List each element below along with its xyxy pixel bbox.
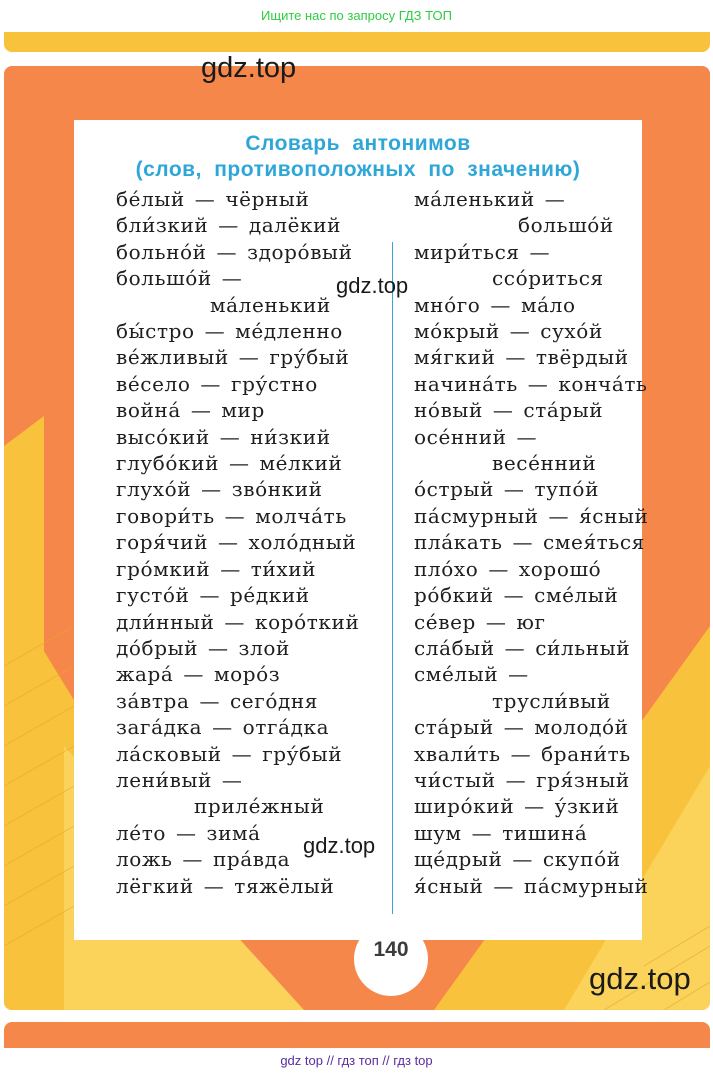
- column-divider: [392, 242, 393, 914]
- antonym-entry: но́вый — ста́рый: [414, 398, 604, 423]
- antonyms-right-column: [414, 186, 648, 899]
- antonym-entry: ложь — пра́вда: [116, 847, 291, 872]
- antonym-entry: о́стрый — тупо́й: [414, 477, 600, 502]
- watermark: gdz.top: [336, 273, 409, 298]
- antonym-entry: высо́кий — ни́зкий: [116, 424, 331, 449]
- antonym-entry: горя́чий — холо́дный: [116, 530, 357, 555]
- antonym-entry-continuation: ма́ленький: [210, 292, 331, 317]
- antonym-entry: ве́жливый — гру́бый: [116, 345, 350, 370]
- page-subtitle: (слов, противоположных по значению): [135, 158, 581, 181]
- antonym-entry: бе́лый — чёрный: [116, 187, 310, 211]
- textbook-page: [4, 66, 710, 1010]
- antonym-entry: ро́бкий — сме́лый: [414, 583, 619, 608]
- antonym-entry: густо́й — ре́дкий: [116, 583, 310, 608]
- antonym-entry: я́сный — па́смурный: [414, 873, 649, 898]
- bottom-decor-strip: [4, 1022, 710, 1048]
- watermark: gdz.top: [201, 52, 297, 84]
- antonym-entry: дли́нный — коро́ткий: [116, 609, 360, 634]
- antonym-entry: бли́зкий — далёкий: [116, 213, 341, 238]
- top-decor-strip: [4, 32, 710, 52]
- antonym-entry: пло́хо — хорошо́: [414, 556, 602, 581]
- antonym-entry-continuation: большо́й: [518, 213, 614, 238]
- antonym-entry: пла́кать — смея́ться: [414, 530, 645, 555]
- page-title: Словарь антонимов: [245, 132, 471, 155]
- antonym-entry: за́втра — сего́дня: [116, 688, 319, 713]
- antonym-entry: лёгкий — тяжёлый: [116, 873, 335, 898]
- antonym-entry: больно́й — здоро́вый: [116, 239, 353, 264]
- antonym-entry: сла́бый — си́льный: [414, 635, 631, 660]
- antonym-entry-continuation: приле́жный: [194, 794, 325, 819]
- antonym-entry: мири́ться —: [414, 239, 551, 264]
- antonym-entry-continuation: трусли́вый: [492, 688, 611, 713]
- page-number: 140: [354, 922, 428, 996]
- antonym-entry: бы́стро — ме́дленно: [116, 319, 343, 344]
- antonym-entry: широ́кий — у́зкий: [414, 794, 620, 819]
- top-banner[interactable]: Ищите нас по запросу ГДЗ ТОП: [261, 8, 452, 23]
- antonym-entry: чи́стый — гря́зный: [414, 767, 630, 792]
- antonym-entry-continuation: ссо́риться: [492, 266, 604, 291]
- antonym-entry: мно́го — ма́ло: [414, 292, 576, 317]
- antonym-entry: ще́дрый — скупо́й: [414, 847, 621, 872]
- watermark: gdz.top: [303, 833, 376, 858]
- antonym-entry: лени́вый —: [116, 767, 243, 792]
- antonym-entry: осе́нний —: [414, 424, 538, 449]
- antonym-entry: хвали́ть — брани́ть: [414, 741, 631, 766]
- antonym-entry: гро́мкий — ти́хий: [116, 556, 317, 581]
- watermark: gdz.top: [589, 961, 691, 996]
- bottom-banner[interactable]: gdz top // гдз топ // гдз top: [280, 1053, 433, 1068]
- antonym-entry: се́вер — юг: [414, 609, 546, 634]
- antonym-entry-continuation: весе́нний: [492, 451, 597, 476]
- antonym-entry: война́ — мир: [116, 398, 265, 423]
- antonyms-left-column: [116, 186, 359, 899]
- antonym-entry: мя́гкий — твёрдый: [414, 345, 629, 370]
- antonym-entry: большо́й —: [116, 266, 243, 291]
- antonym-entry: до́брый — злой: [116, 635, 290, 660]
- dictionary-card: [74, 120, 649, 940]
- antonym-entry: глухо́й — зво́нкий: [116, 477, 323, 502]
- antonym-entry: ма́ленький —: [414, 187, 566, 211]
- antonym-entry: ле́то — зима́: [116, 820, 261, 845]
- antonym-entry: жара́ — моро́з: [116, 662, 281, 687]
- antonym-entry: шум — тишина́: [414, 820, 588, 845]
- antonym-entry: начина́ть — конча́ть: [414, 371, 648, 396]
- antonym-entry: мо́крый — сухо́й: [414, 319, 603, 344]
- antonym-entry: говори́ть — молча́ть: [116, 503, 347, 528]
- antonym-entry: ста́рый — молодо́й: [414, 715, 629, 740]
- antonym-entry: глубо́кий — ме́лкий: [116, 451, 343, 476]
- antonym-entry: ла́сковый — гру́бый: [116, 741, 343, 766]
- antonym-entry: зага́дка — отга́дка: [116, 715, 330, 740]
- antonym-entry: па́смурный — я́сный: [414, 503, 649, 528]
- antonym-entry: ве́село — гру́стно: [116, 371, 318, 396]
- antonym-entry: сме́лый —: [414, 662, 529, 687]
